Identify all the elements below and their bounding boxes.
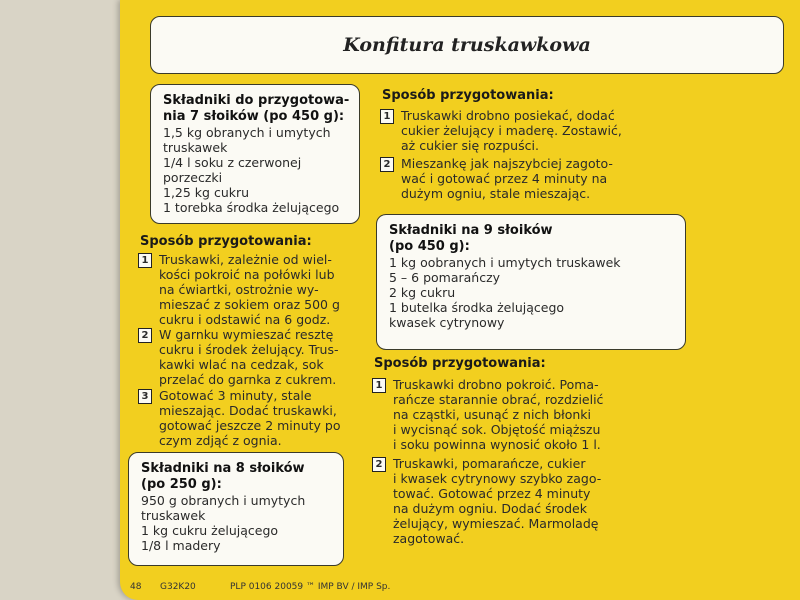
ingredient-line: 1/4 l soku z czerwonej xyxy=(163,155,302,170)
ingredient-line: 2 kg cukru xyxy=(389,285,456,300)
recipe-card xyxy=(120,0,800,600)
step-line: Truskawki, zależnie od wiel- xyxy=(159,252,332,267)
ingredients-9-box xyxy=(376,214,686,350)
ingredient-line: 1,5 kg obranych i umytych xyxy=(163,125,331,140)
ingredient-line: kwasek cytrynowy xyxy=(389,315,505,330)
step-line: dużym ogniu, stale mieszając. xyxy=(401,186,591,201)
step-line: aż cukier się rozpuści. xyxy=(401,138,539,153)
ingredient-line: 1/8 l madery xyxy=(141,538,221,553)
step-line: gotować jeszcze 2 minuty po xyxy=(159,418,341,433)
step-1 xyxy=(138,252,340,327)
step-line: mieszać z sokiem oraz 500 g xyxy=(159,297,340,312)
step-line: Mieszankę jak najszybciej zagoto- xyxy=(401,156,613,171)
ingredient-line: 1 torebka środka żelującego xyxy=(163,200,340,215)
step-line: na cząstki, usunąć z nich błonki xyxy=(393,407,591,422)
imprint: PLP 0106 20059 ™ IMP BV / IMP Sp. xyxy=(230,582,391,592)
step-3 xyxy=(138,388,340,448)
method-heading: Sposób przygotowania: xyxy=(140,234,312,249)
ingredient-line: 950 g obranych i umytych xyxy=(141,493,306,508)
ingredients-7-heading-1: Składniki do przygotowa- xyxy=(163,93,350,108)
step-line: i soku powinna wynosić około 1 l. xyxy=(393,437,601,452)
step-line: wać i gotować przez 4 minuty na xyxy=(401,171,608,186)
step-line: czym zdjąć z ognia. xyxy=(159,433,282,448)
recipe-title: Konfitura truskawkowa xyxy=(343,34,591,56)
step-number: 1 xyxy=(138,253,152,268)
step-line: zagotować. xyxy=(393,531,465,546)
product-code: G32K20 xyxy=(160,582,196,592)
ingredient-line: porzeczki xyxy=(163,170,223,185)
page-number: 48 xyxy=(130,582,142,592)
step-2 xyxy=(380,156,613,201)
step-line: tować. Gotować przez 4 minuty xyxy=(393,486,591,501)
step-number: 2 xyxy=(138,328,152,343)
step-line: i wycisnąć sok. Objętość miąższu xyxy=(393,422,601,437)
step-line: kawki wlać na cedzak, sok xyxy=(159,357,324,372)
step-1 xyxy=(380,108,622,153)
ingredients-9-heading-1: Składniki na 9 słoików xyxy=(389,223,553,238)
ingredient-line: 1,25 kg cukru xyxy=(163,185,250,200)
ingredients-8-heading-2: (po 250 g): xyxy=(141,477,222,492)
ingredients-7-box xyxy=(150,84,360,224)
step-number: 2 xyxy=(380,157,394,172)
step-2 xyxy=(372,456,601,546)
step-line: W garnku wymieszać resztę xyxy=(159,327,334,342)
step-number: 2 xyxy=(372,457,386,472)
step-line: Truskawki drobno pokroić. Poma- xyxy=(393,377,599,392)
step-line: na ćwiartki, ostrożnie wy- xyxy=(159,282,319,297)
step-number: 1 xyxy=(372,378,386,393)
step-line: Truskawki drobno posiekać, dodać xyxy=(401,108,615,123)
step-line: Truskawki, pomarańcze, cukier xyxy=(393,456,586,471)
step-2 xyxy=(138,327,338,387)
ingredient-line: 1 butelka środka żelującego xyxy=(389,300,565,315)
step-line: rańcze starannie obrać, rozdzielić xyxy=(393,392,604,407)
ingredient-line: truskawek xyxy=(141,508,206,523)
step-line: Gotować 3 minuty, stale xyxy=(159,388,312,403)
step-number: 3 xyxy=(138,389,152,404)
ingredient-line: truskawek xyxy=(163,140,228,155)
ingredients-8-box xyxy=(128,452,344,566)
ingredients-8-heading-1: Składniki na 8 słoików xyxy=(141,461,305,476)
step-line: cukru i środek żelujący. Trus- xyxy=(159,342,339,357)
step-line: kości pokroić na połówki lub xyxy=(159,267,335,282)
ingredients-7-heading-2: nia 7 słoików (po 450 g): xyxy=(163,109,345,124)
step-line: mieszając. Dodać truskawki, xyxy=(159,403,337,418)
ingredient-line: 5 – 6 pomarańczy xyxy=(389,270,501,285)
title-box xyxy=(150,16,784,74)
step-line: i kwasek cytrynowy szybko zago- xyxy=(393,471,602,486)
step-line: na dużym ogniu. Dodać środek xyxy=(393,501,587,516)
method-heading: Sposób przygotowania: xyxy=(374,356,546,371)
ingredient-line: 1 kg cukru żelującego xyxy=(141,523,279,538)
step-1 xyxy=(372,377,603,452)
step-number: 1 xyxy=(380,109,394,124)
step-line: cukru i odstawić na 6 godz. xyxy=(159,312,331,327)
method-heading: Sposób przygotowania: xyxy=(382,88,554,103)
step-line: cukier żelujący i maderę. Zostawić, xyxy=(401,123,622,138)
step-line: żelujący, wymieszać. Marmoladę xyxy=(393,516,599,531)
ingredient-line: 1 kg oobranych i umytych truskawek xyxy=(389,255,621,270)
step-line: przelać do garnka z cukrem. xyxy=(159,372,337,387)
ingredients-9-heading-2: (po 450 g): xyxy=(389,239,470,254)
